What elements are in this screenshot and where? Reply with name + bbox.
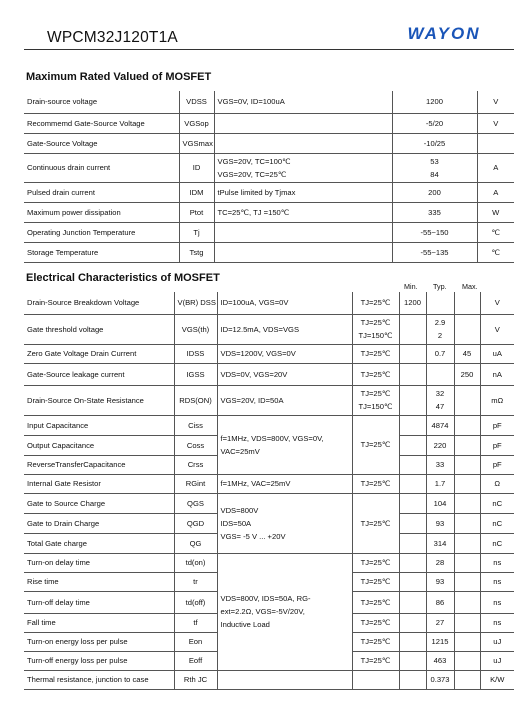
symbol: ID [179, 153, 214, 182]
max-rating-row [24, 182, 514, 202]
max-value [454, 572, 480, 591]
symbol: VGS(th) [174, 314, 217, 344]
temperature: TJ=25℃ [352, 651, 399, 670]
max-value-line: 250 [460, 369, 474, 379]
unit: ℃ [477, 242, 514, 262]
temperature-line: TJ=25℃ [360, 349, 391, 358]
max-ratings-title: Maximum Rated Valued of MOSFET [26, 71, 212, 83]
value-line: -10/25 [423, 138, 446, 148]
unit: nC [480, 493, 514, 513]
unit: nA [480, 363, 514, 385]
max-value [454, 651, 480, 670]
electrical-row [24, 670, 514, 689]
max-rating-row [24, 113, 514, 133]
condition-line: Inductive Load [220, 620, 270, 629]
unit: pF [480, 455, 514, 474]
unit: A [477, 182, 514, 202]
min-value [399, 435, 426, 455]
param-name: Thermal resistance, junction to case [24, 670, 174, 689]
condition: VGS=20V, ID=50A [217, 385, 352, 415]
condition: ID=12.5mA, VDS=VGS [217, 314, 352, 344]
temperature: TJ=25℃ [352, 572, 399, 591]
unit: uA [480, 344, 514, 363]
temperature [352, 314, 399, 344]
condition [214, 182, 392, 202]
symbol: V(BR) DSS [174, 292, 217, 314]
unit: ns [480, 572, 514, 591]
value-line: -55~150 [420, 227, 449, 237]
param-name: Rise time [24, 572, 174, 591]
unit: V [477, 113, 514, 133]
condition [214, 113, 392, 133]
max-rating-row [24, 202, 514, 222]
page-header [0, 0, 531, 52]
param-name: Drain-source voltage [24, 91, 179, 113]
min-value [399, 572, 426, 591]
min-value [399, 314, 426, 344]
max-value [454, 292, 480, 314]
symbol: Tj [179, 222, 214, 242]
symbol: td(on) [174, 553, 217, 572]
condition [214, 153, 392, 182]
condition-line: IDS=50A [220, 518, 252, 528]
max-value [454, 415, 480, 435]
condition [214, 222, 392, 242]
unit: uJ [480, 651, 514, 670]
symbol: Coss [174, 435, 217, 455]
typ-value [426, 385, 454, 415]
max-rating-row [24, 91, 514, 113]
min-value [399, 591, 426, 613]
max-rating-row [24, 242, 514, 262]
unit: ℃ [477, 222, 514, 242]
unit: uJ [480, 632, 514, 651]
typ-value: 220 [426, 435, 454, 455]
col-min-header: Min. [404, 282, 418, 291]
param-name: Gate to Source Charge [24, 493, 174, 513]
symbol: Ptot [179, 202, 214, 222]
unit: ns [480, 553, 514, 572]
value [392, 182, 477, 202]
value-line: 53 [430, 156, 439, 166]
value [392, 133, 477, 153]
unit: V [480, 314, 514, 344]
electrical-row [24, 314, 514, 344]
typ-value [426, 292, 454, 314]
param-name: Total Gate charge [24, 533, 174, 553]
typ-value-line: 47 [435, 402, 445, 411]
temperature-line: TJ=150℃ [358, 402, 393, 411]
typ-value: 463 [426, 651, 454, 670]
param-name: Output Capacitance [24, 435, 174, 455]
typ-value: 28 [426, 553, 454, 572]
temperature [352, 292, 399, 314]
temperature-line: TJ=25℃ [360, 369, 391, 379]
logo-text: WAYON [407, 24, 481, 42]
condition [214, 91, 392, 113]
typ-value: 86 [426, 591, 454, 613]
min-value [399, 553, 426, 572]
typ-value-line: 0.7 [434, 349, 446, 358]
temperature [352, 363, 399, 385]
electrical-table [24, 292, 514, 690]
param-name: Drain-Source On-State Resistance [24, 385, 174, 415]
max-value [454, 670, 480, 689]
symbol: QG [174, 533, 217, 553]
header-divider [24, 49, 514, 50]
value [392, 222, 477, 242]
symbol: IDM [179, 182, 214, 202]
symbol: tr [174, 572, 217, 591]
symbol: Crss [174, 455, 217, 474]
symbol: VDSS [179, 91, 214, 113]
max-value [454, 553, 480, 572]
electrical-row [24, 415, 514, 435]
condition [214, 242, 392, 262]
condition: VDS=0V, VGS=20V [217, 363, 352, 385]
typ-value: 104 [426, 493, 454, 513]
param-name: Input Capacitance [24, 415, 174, 435]
unit: W [477, 202, 514, 222]
unit: K/W [480, 670, 514, 689]
typ-value: 0.373 [426, 670, 454, 689]
min-value [399, 651, 426, 670]
electrical-title: Electrical Characteristics of MOSFET [26, 272, 220, 284]
value-line: 1200 [426, 97, 443, 107]
max-value [454, 493, 480, 513]
typ-value: 33 [426, 455, 454, 474]
max-value [454, 591, 480, 613]
temperature [352, 344, 399, 363]
param-name: Pulsed drain current [24, 182, 179, 202]
condition-line: VGS=20V, TC=100℃ [217, 156, 291, 166]
symbol: VGSmax [179, 133, 214, 153]
max-value [454, 363, 480, 385]
param-name: Gate-Source leakage current [24, 363, 174, 385]
symbol: Eon [174, 632, 217, 651]
min-value [399, 513, 426, 533]
value-line: -55~135 [420, 247, 449, 257]
temperature [352, 385, 399, 415]
condition-line: VGS=20V, TC=25℃ [217, 169, 287, 179]
value-line: 200 [428, 187, 441, 197]
condition [217, 670, 352, 689]
symbol: tf [174, 613, 217, 632]
temperature: TJ=25℃ [352, 553, 399, 572]
temperature-line: TJ=25℃ [360, 318, 391, 327]
typ-value: 93 [426, 572, 454, 591]
max-rating-row [24, 133, 514, 153]
condition-line: f=1MHz, VDS=800V, VGS=0V, [220, 433, 324, 443]
max-rating-row [24, 222, 514, 242]
symbol: RDS(ON) [174, 385, 217, 415]
min-value [399, 344, 426, 363]
max-value [454, 513, 480, 533]
value [392, 113, 477, 133]
unit: nC [480, 513, 514, 533]
condition-line: VGS=0V, ID=100uA [217, 97, 285, 107]
electrical-row [24, 553, 514, 572]
temperature: TJ=25℃ [352, 415, 399, 474]
max-value [454, 455, 480, 474]
param-name: Gate threshold voltage [24, 314, 174, 344]
condition [217, 553, 352, 670]
condition-line: tPulse limited by Tjmax [217, 187, 296, 197]
typ-value: 314 [426, 533, 454, 553]
param-name: Internal Gate Resistor [24, 474, 174, 493]
typ-value: 1.7 [426, 474, 454, 493]
symbol: IGSS [174, 363, 217, 385]
param-name: Turn-on delay time [24, 553, 174, 572]
value [392, 242, 477, 262]
condition-line: VDS=800V [220, 505, 259, 515]
value-line: 335 [428, 207, 441, 217]
condition-line: ext=2.2Ω, VGS=-5V/20V, [220, 607, 305, 616]
param-name: Gate to Drain Charge [24, 513, 174, 533]
param-name: Turn-off delay time [24, 591, 174, 613]
min-value [399, 613, 426, 632]
max-ratings-table [24, 91, 514, 263]
electrical-row [24, 363, 514, 385]
temperature: TJ=25℃ [352, 591, 399, 613]
typ-value-line: 32 [435, 389, 445, 398]
symbol: td(off) [174, 591, 217, 613]
wayon-logo [398, 24, 490, 42]
min-value [399, 363, 426, 385]
col-typ-header: Typ. [433, 282, 447, 291]
symbol: QGS [174, 493, 217, 513]
min-value-line: 1200 [404, 298, 421, 308]
symbol: VGSop [179, 113, 214, 133]
param-name: Recommemd Gate-Source Voltage [24, 113, 179, 133]
condition [217, 415, 352, 474]
temperature: TJ=25℃ [352, 632, 399, 651]
temperature-line: TJ=150℃ [358, 331, 393, 340]
param-name: Turn-off energy loss per pulse [24, 651, 174, 670]
value [392, 153, 477, 182]
param-name: Zero Gate Voltage Drain Current [24, 344, 174, 363]
col-max-header: Max. [462, 282, 478, 291]
typ-value [426, 363, 454, 385]
max-value [454, 435, 480, 455]
value-line: -5/20 [425, 118, 444, 128]
max-value [454, 533, 480, 553]
max-value [454, 613, 480, 632]
typ-value: 93 [426, 513, 454, 533]
condition: f=1MHz, VAC=25mV [217, 474, 352, 493]
temperature: TJ=25℃ [352, 474, 399, 493]
min-value [399, 670, 426, 689]
min-value [399, 533, 426, 553]
unit: V [477, 91, 514, 113]
param-name: Gate-Source Voltage [24, 133, 179, 153]
symbol: Tstg [179, 242, 214, 262]
temperature: TJ=25℃ [352, 493, 399, 553]
max-value [454, 385, 480, 415]
typ-value-line: 2 [437, 331, 443, 340]
condition-line: VAC=25mV [220, 446, 260, 456]
unit: nC [480, 533, 514, 553]
part-number: WPCM32J120T1A [47, 29, 178, 46]
condition-line: TC=25℃, TJ =150℃ [217, 207, 290, 217]
max-value [454, 474, 480, 493]
unit: A [477, 153, 514, 182]
symbol: IDSS [174, 344, 217, 363]
unit: pF [480, 435, 514, 455]
max-rating-row [24, 153, 514, 182]
condition [214, 133, 392, 153]
temperature [352, 670, 399, 689]
param-name: Turn-on energy loss per pulse [24, 632, 174, 651]
min-value [399, 632, 426, 651]
param-name: Operating Junction Temperature [24, 222, 179, 242]
condition-line: VDS=800V, IDS=50A, RG- [220, 594, 311, 603]
symbol: Ciss [174, 415, 217, 435]
unit: mΩ [480, 385, 514, 415]
min-value [399, 474, 426, 493]
max-value [454, 344, 480, 363]
electrical-row [24, 292, 514, 314]
min-value [399, 415, 426, 435]
max-value-line: 45 [462, 349, 472, 358]
min-value [399, 292, 426, 314]
param-name: Drain-Source Breakdown Voltage [24, 292, 174, 314]
condition [217, 493, 352, 553]
electrical-row [24, 493, 514, 513]
max-value [454, 632, 480, 651]
typ-value: 27 [426, 613, 454, 632]
unit: V [480, 292, 514, 314]
value [392, 202, 477, 222]
condition: VDS=1200V, VGS=0V [217, 344, 352, 363]
condition: ID=100uA, VGS=0V [217, 292, 352, 314]
symbol: RGint [174, 474, 217, 493]
symbol: QGD [174, 513, 217, 533]
typ-value: 1215 [426, 632, 454, 651]
param-name: Storage Temperature [24, 242, 179, 262]
typ-value [426, 344, 454, 363]
unit: ns [480, 613, 514, 632]
symbol: Eoff [174, 651, 217, 670]
param-name: Maximum power dissipation [24, 202, 179, 222]
param-name: Continuous drain current [24, 153, 179, 182]
temperature: TJ=25℃ [352, 613, 399, 632]
min-value [399, 385, 426, 415]
typ-value [426, 314, 454, 344]
electrical-row [24, 474, 514, 493]
symbol: Rth JC [174, 670, 217, 689]
param-name: Fall time [24, 613, 174, 632]
condition [214, 202, 392, 222]
value [392, 91, 477, 113]
condition-line: VGS= -5 V ... +20V [220, 531, 286, 541]
typ-value-line: 2.9 [434, 318, 446, 327]
min-value [399, 455, 426, 474]
temperature-line: TJ=25℃ [360, 298, 391, 308]
min-value [399, 493, 426, 513]
electrical-row [24, 385, 514, 415]
unit: ns [480, 591, 514, 613]
typ-value: 4874 [426, 415, 454, 435]
param-name: ReverseTransferCapacitance [24, 455, 174, 474]
unit: Ω [480, 474, 514, 493]
max-value [454, 314, 480, 344]
unit: pF [480, 415, 514, 435]
electrical-row [24, 344, 514, 363]
temperature-line: TJ=25℃ [360, 389, 391, 398]
unit [477, 133, 514, 153]
value-line: 84 [430, 169, 439, 179]
